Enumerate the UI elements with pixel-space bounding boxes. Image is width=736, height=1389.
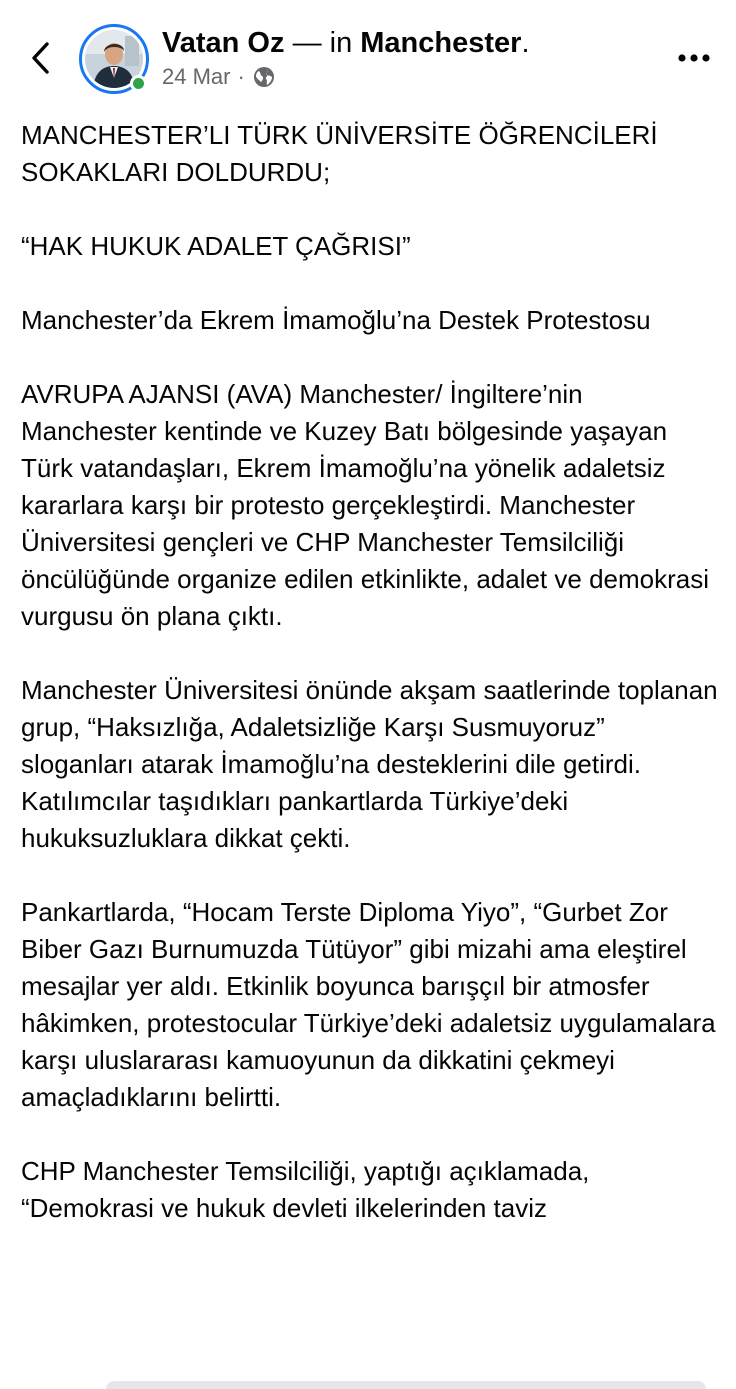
post-paragraph: Manchester’da Ekrem İmamoğlu’na Destek Protestosu (21, 305, 651, 335)
author-name[interactable]: Vatan Oz (162, 27, 285, 59)
post-text (21, 117, 721, 1264)
online-status-dot (130, 75, 147, 92)
chevron-left-icon (28, 40, 52, 76)
author-line (162, 26, 530, 60)
meta-dot: · (237, 64, 245, 89)
post-meta (162, 63, 276, 91)
globe-icon[interactable] (252, 65, 276, 89)
post-paragraph: “HAK HUKUK ADALET ÇAĞRISI” (21, 231, 411, 261)
bottom-bar (106, 1381, 706, 1389)
more-dots-icon (677, 53, 711, 63)
more-options-button[interactable] (674, 42, 714, 74)
post-paragraph: AVRUPA AJANSI (AVA) Manchester/ İngiltere’nin Manchester kentinde ve Kuzey Batı bölgesinde yaşayan Türk vatandaşları, Ekrem İmamoğlu’na yönelik adaletsiz kararlara karşı bir protesto gerçekleştirdi. Manchester Üniversitesi gençleri ve CHP Manchester Temsilciliği öncülüğünde organize edilen etkinlikte, adalet ve demokrasi vurgusu ön plana çıktı. (21, 379, 709, 631)
back-button[interactable] (22, 36, 58, 80)
post-paragraph: MANCHESTER’LI TÜRK ÜNİVERSİTE ÖĞRENCİLERİ SOKAKLARI DOLDURDU; (21, 120, 658, 187)
post-paragraph: CHP Manchester Temsilciliği, yaptığı açıklamada, “Demokrasi ve hukuk devleti ilkelerinden taviz (21, 1156, 590, 1223)
post-paragraph: Pankartlarda, “Hocam Terste Diploma Yiyo”, “Gurbet Zor Biber Gazı Burnumuzda Tütüyor” gibi mizahi ama eleştirel mesajlar yer aldı. Etkinlik boyunca barışçıl bir atmosfer hâkimken, protestocular Türkiye’deki adaletsiz uygulamalara karşı uluslararası kamuoyunun da dikkatini çekmeyi amaçladıklarını belirtti. (21, 897, 716, 1112)
location-separator: — in (292, 27, 353, 59)
avatar[interactable] (79, 24, 149, 94)
post-paragraph: Manchester Üniversitesi önünde akşam saatlerinde toplanan grup, “Haksızlığa, Adaletsizliğe Karşı Susmuyoruz” sloganları atarak İmamoğlu’na desteklerini dile getirdi. Katılımcılar taşıdıkları pankartlarda Türkiye’deki hukuksuzluklara dikkat çekti. (21, 675, 718, 853)
post-header (0, 0, 736, 112)
location-suffix: . (521, 27, 530, 59)
location-link[interactable]: Manchester (360, 27, 522, 59)
post-date[interactable]: 24 Mar (162, 64, 231, 89)
